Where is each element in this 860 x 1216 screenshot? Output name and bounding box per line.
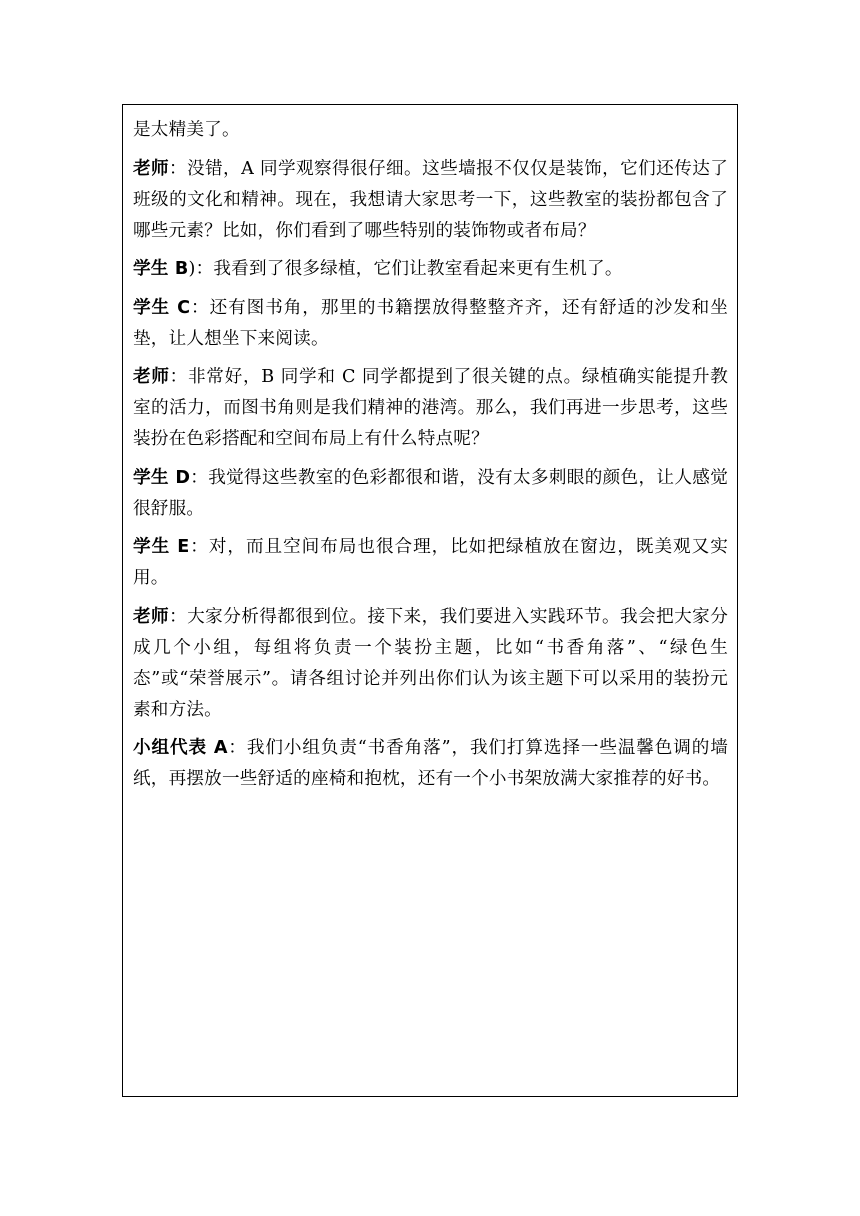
paragraph-text: ：大家分析得都很到位。接下来，我们要进入实践环节。我会把大家分成几个小组，每组将负责一个装扮主题，比如“书香角落”、“绿色生态”或“荣誉展示”。请各组讨论并列出你们认为该主题下可以采用的装扮元素和方法。 — [133, 606, 728, 720]
paragraph-text: ：我们小组负责“书香角落”，我们打算选择一些温馨色调的墙纸，再摆放一些舒适的座椅和抱枕，还有一个小书架放满大家推荐的好书。 — [133, 738, 728, 789]
paragraph-text: ：还有图书角，那里的书籍摆放得整整齐齐，还有舒适的沙发和坐垫，让人想坐下来阅读。 — [133, 297, 728, 349]
paragraph-continuation — [133, 115, 728, 146]
speaker-label: 老师 — [133, 606, 170, 627]
dialogue-table-cell — [122, 104, 738, 1097]
paragraph-text: ：对，而且空间布局也很合理，比如把绿植放在窗边，既美观又实用。 — [133, 537, 728, 588]
paragraph-group-rep-a — [133, 733, 728, 795]
paragraph-student-c — [133, 293, 728, 355]
paragraph-student-d — [133, 463, 728, 525]
paragraph-text: ：非常好，B 同学和 C 同学都提到了很关键的点。绿植确实能提升教室的活力，而图书角则是我们精神的港湾。那么，我们再进一步思考，这些装扮在色彩搭配和空间布局上有什么特点呢？ — [133, 367, 728, 449]
paragraph-teacher-2 — [133, 362, 728, 455]
paragraph-text: 是太精美了。 — [133, 120, 240, 140]
paragraph-text: ：我觉得这些教室的色彩都很和谐，没有太多刺眼的颜色，让人感觉很舒服。 — [133, 467, 728, 519]
paragraph-student-e — [133, 532, 728, 594]
speaker-label: 老师 — [133, 367, 170, 387]
speaker-label: 小组代表 A — [133, 738, 228, 758]
speaker-label: 学生 E — [133, 537, 190, 557]
speaker-label: 学生 D — [133, 467, 191, 488]
speaker-label: 老师 — [133, 158, 170, 179]
paragraph-student-b — [133, 254, 728, 285]
speaker-label: 学生 C — [133, 297, 191, 318]
paragraph-text: ：没错，A 同学观察得很仔细。这些墙报不仅仅是装饰，它们还传达了班级的文化和精神。现在，我想请大家思考一下，这些教室的装扮都包含了哪些元素？比如，你们看到了哪些特别的装饰物或者布局？ — [133, 158, 729, 241]
paragraph-text: )：我看到了很多绿植，它们让教室看起来更有生机了。 — [188, 259, 623, 279]
paragraph-teacher-3 — [133, 602, 728, 726]
speaker-label: 学生 B — [133, 259, 189, 279]
paragraph-teacher-1 — [133, 154, 728, 247]
